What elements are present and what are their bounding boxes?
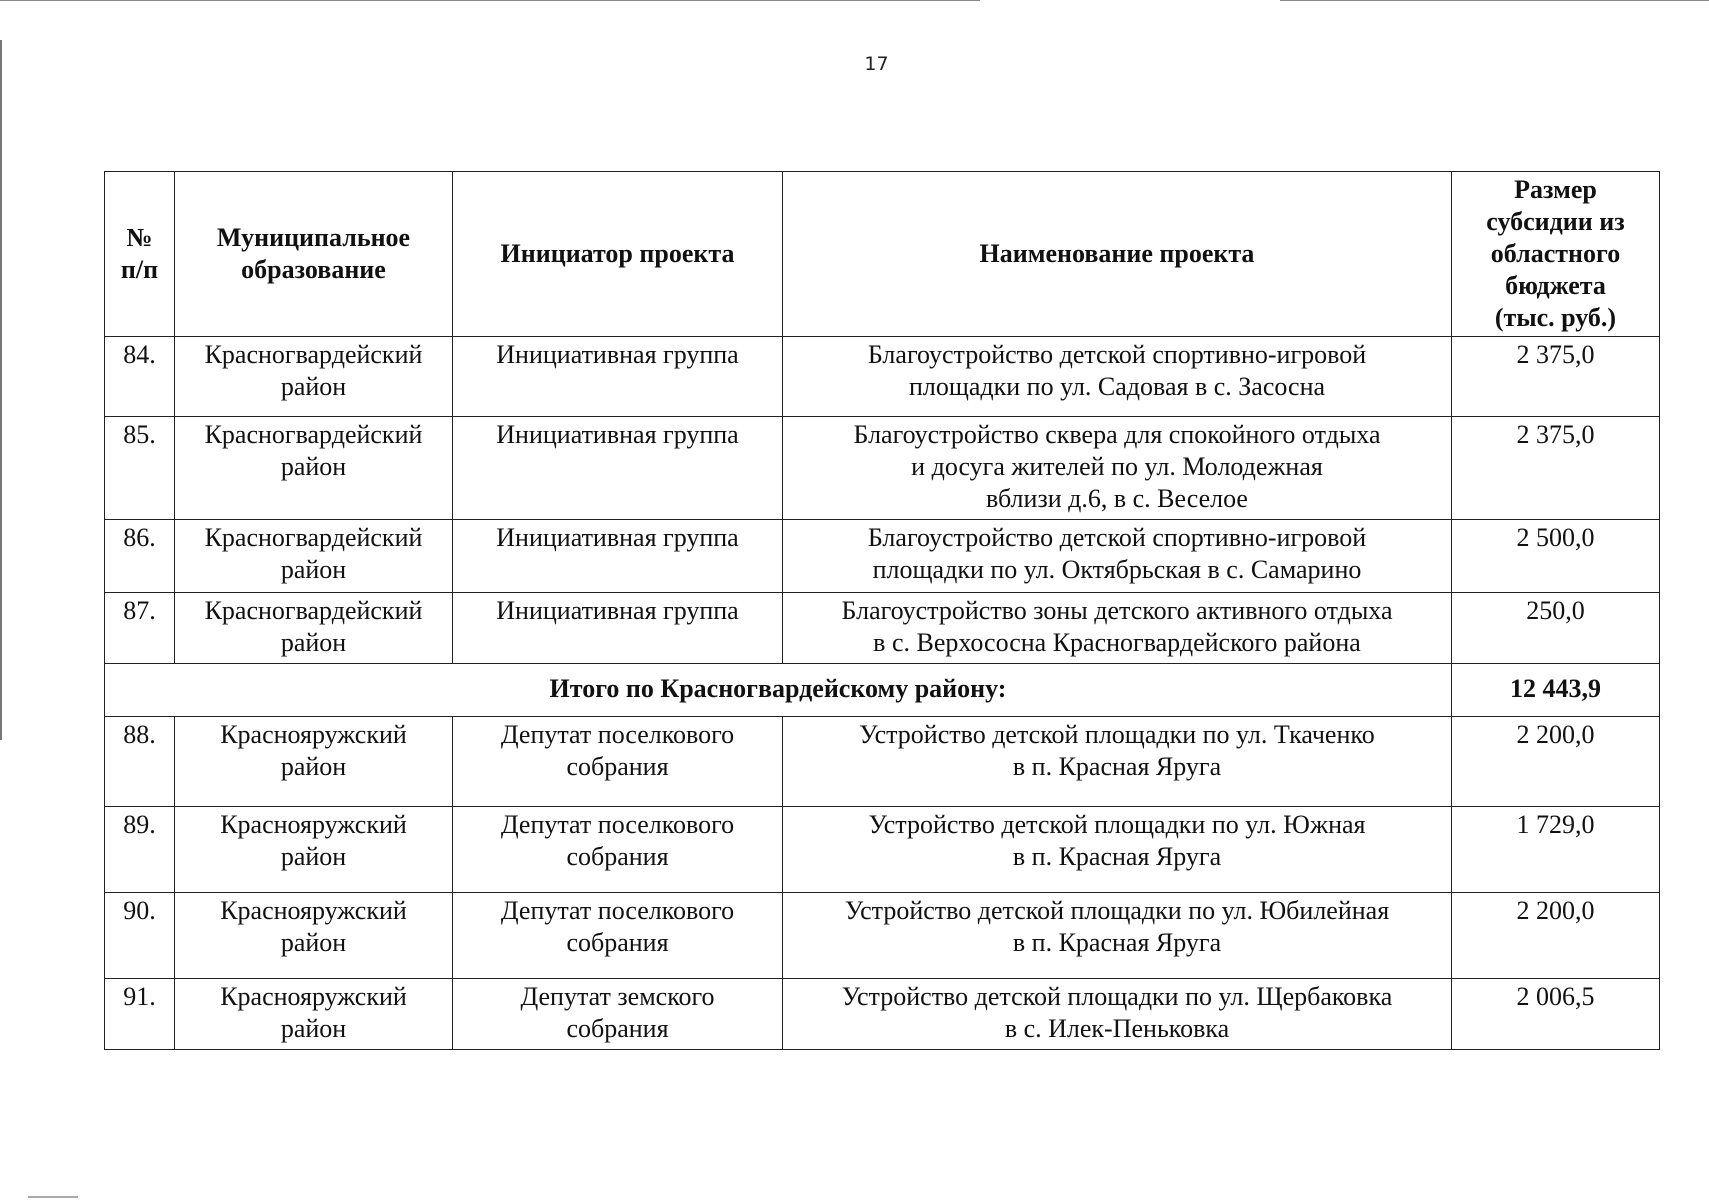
- row-number: 89.: [105, 807, 175, 893]
- table-row: [105, 417, 1660, 520]
- page-number: 17: [864, 53, 889, 75]
- row-number: 91.: [105, 979, 175, 1050]
- total-row: [105, 664, 1660, 717]
- amount-cell: 2 006,5: [1452, 979, 1660, 1050]
- header-row: [105, 172, 1660, 337]
- amount-cell: 2 375,0: [1452, 417, 1660, 520]
- row-number: 87.: [105, 593, 175, 664]
- amount-cell: 2 500,0: [1452, 520, 1660, 593]
- table-row: [105, 520, 1660, 593]
- row-number: 88.: [105, 717, 175, 807]
- municipality-cell: Краснояружский район: [175, 893, 453, 979]
- scan-edge-line: [0, 0, 980, 1]
- subsidy-table: [104, 171, 1660, 1050]
- municipality-cell: Красногвардейский район: [175, 337, 453, 417]
- municipality-cell: Красногвардейский район: [175, 417, 453, 520]
- row-number: 84.: [105, 337, 175, 417]
- initiator-cell: Депутат поселкового собрания: [453, 717, 783, 807]
- project-cell: Благоустройство сквера для спокойного отдыха и досуга жителей по ул. Молодежная вблизи д.6, в с. Веселое: [783, 417, 1452, 520]
- header-num: № п/п: [105, 172, 175, 337]
- header-municipality: Муниципальное образование: [175, 172, 453, 337]
- initiator-cell: Инициативная группа: [453, 593, 783, 664]
- amount-cell: 250,0: [1452, 593, 1660, 664]
- project-cell: Устройство детской площадки по ул. Юбилейная в п. Красная Яруга: [783, 893, 1452, 979]
- table-row: [105, 337, 1660, 417]
- total-label: Итого по Красногвардейскому району:: [105, 664, 1452, 717]
- row-number: 90.: [105, 893, 175, 979]
- header-initiator: Инициатор проекта: [453, 172, 783, 337]
- initiator-cell: Депутат поселкового собрания: [453, 807, 783, 893]
- header-subsidy: Размер субсидии из областного бюджета (тыс. руб.): [1452, 172, 1660, 337]
- initiator-cell: Депутат земского собрания: [453, 979, 783, 1050]
- project-cell: Устройство детской площадки по ул. Ткаченко в п. Красная Яруга: [783, 717, 1452, 807]
- municipality-cell: Краснояружский район: [175, 807, 453, 893]
- total-amount: 12 443,9: [1452, 664, 1660, 717]
- project-cell: Благоустройство зоны детского активного отдыха в с. Верхососна Красногвардейского района: [783, 593, 1452, 664]
- table-row: [105, 979, 1660, 1050]
- header-project: Наименование проекта: [783, 172, 1452, 337]
- project-cell: Устройство детской площадки по ул. Южная в п. Красная Яруга: [783, 807, 1452, 893]
- amount-cell: 2 200,0: [1452, 717, 1660, 807]
- project-cell: Благоустройство детской спортивно-игровой площадки по ул. Садовая в с. Засосна: [783, 337, 1452, 417]
- scan-edge-line: [1280, 0, 1709, 1]
- project-cell: Благоустройство детской спортивно-игровой площадки по ул. Октябрьская в с. Самарино: [783, 520, 1452, 593]
- table-row: [105, 717, 1660, 807]
- scan-mark: [28, 1196, 78, 1198]
- row-number: 85.: [105, 417, 175, 520]
- amount-cell: 1 729,0: [1452, 807, 1660, 893]
- row-number: 86.: [105, 520, 175, 593]
- table-row: [105, 593, 1660, 664]
- scan-edge-line: [0, 40, 2, 740]
- amount-cell: 2 200,0: [1452, 893, 1660, 979]
- amount-cell: 2 375,0: [1452, 337, 1660, 417]
- initiator-cell: Инициативная группа: [453, 337, 783, 417]
- table-row: [105, 807, 1660, 893]
- municipality-cell: Красногвардейский район: [175, 520, 453, 593]
- initiator-cell: Депутат поселкового собрания: [453, 893, 783, 979]
- municipality-cell: Краснояружский район: [175, 717, 453, 807]
- table-row: [105, 893, 1660, 979]
- project-cell: Устройство детской площадки по ул. Щербаковка в с. Илек-Пеньковка: [783, 979, 1452, 1050]
- initiator-cell: Инициативная группа: [453, 520, 783, 593]
- initiator-cell: Инициативная группа: [453, 417, 783, 520]
- municipality-cell: Краснояружский район: [175, 979, 453, 1050]
- municipality-cell: Красногвардейский район: [175, 593, 453, 664]
